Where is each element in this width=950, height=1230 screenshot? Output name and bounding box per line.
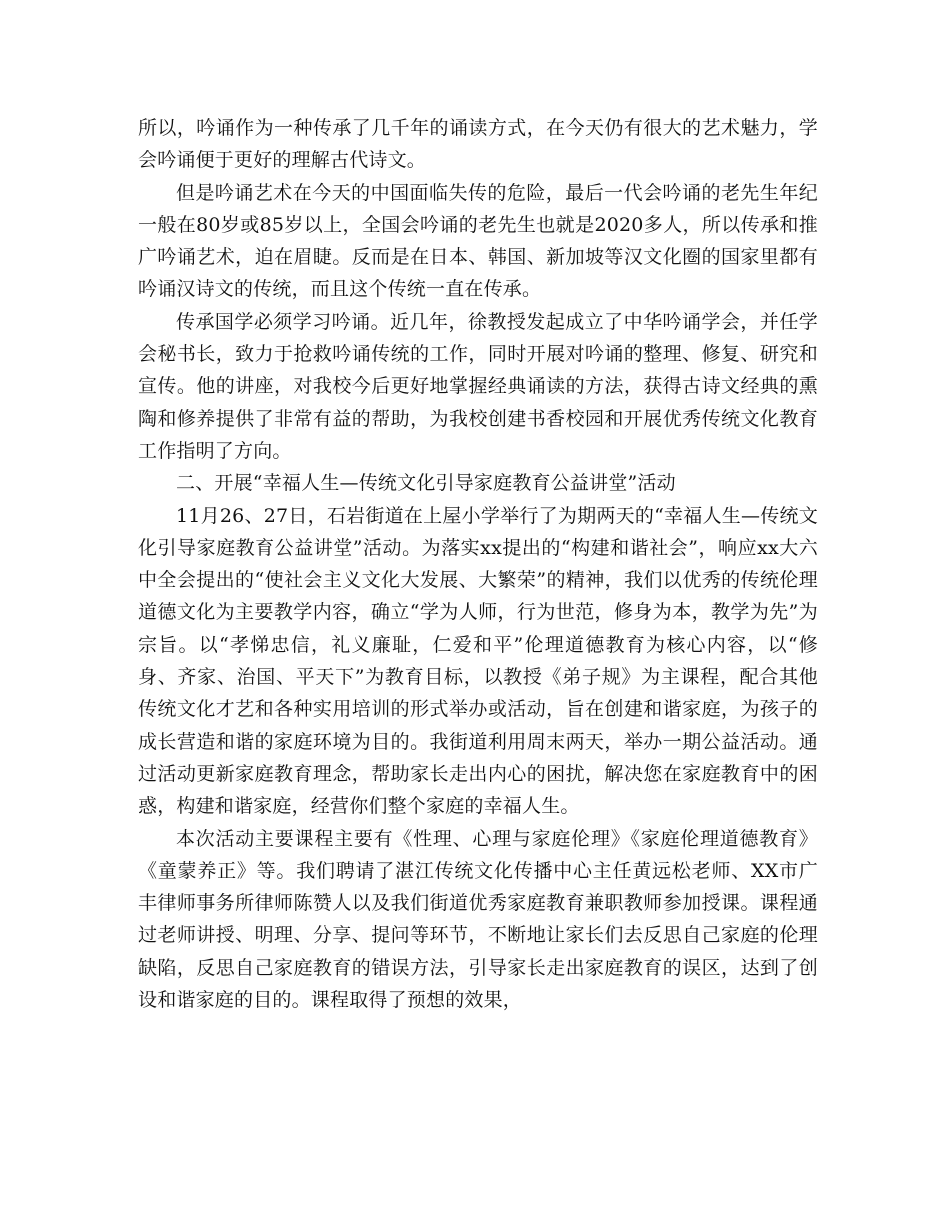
paragraph-1: 所以，吟诵作为一种传承了几千年的诵读方式，在今天仍有很大的艺术魅力，学会吟诵便于更好的理解古代诗文。: [138, 117, 818, 172]
paragraph-5: 本次活动主要课程主要有《性理、心理与家庭伦理》《家庭伦理道德教育》《童蒙养正》等。我们聘请了湛江传统文化传播中心主任黄远松老师、XX市广丰律师事务所律师陈赞人以及我们街道优秀家庭教育兼职教师参加授课。课程通过老师讲授、明理、分享、提问等环节，不断地让家长们去反思自己家庭的伦理缺陷，反思自己家庭教育的错误方法，引导家长走出家庭教育的误区，达到了创设和谐家庭的目的。课程取得了预想的效果，: [138, 827, 818, 1012]
section-heading: 二、开展“幸福人生—传统文化引导家庭教育公益讲堂”活动: [176, 472, 676, 495]
paragraph-4: 11月26、27日，石岩街道在上屋小学举行了为期两天的“幸福人生—传统文化引导家庭教育公益讲堂”活动。为落实xx提出的“构建和谐社会”，响应xx大六中全会提出的“使社会主义文化大发展、大繁荣”的精神，我们以优秀的传统伦理道德文化为主要教学内容，确立“学为人师，行为世范，修身为本，教学为先”为宗旨。以“孝悌忠信，礼义廉耻，仁爱和平”伦理道德教育为核心内容，以“修身、齐家、治国、平天下”为教育目标，以教授《弟子规》为主课程，配合其他传统文化才艺和各种实用培训的形式举办或活动，旨在创建和谐家庭，为孩子的成长营造和谐的家庭环境为目的。我街道利用周末两天，举办一期公益活动。通过活动更新家庭教育理念，帮助家长走出内心的困扰，解决您在家庭教育中的困惑，构建和谐家庭，经营你们整个家庭的幸福人生。: [138, 504, 818, 818]
document-page: [138, 112, 818, 1016]
paragraph-2: 但是吟诵艺术在今天的中国面临失传的危险，最后一代会吟诵的老先生年纪一般在80岁或85岁以上，全国会吟诵的老先生也就是2020多人，所以传承和推广吟诵艺术，迫在眉睫。反而是在日本、韩国、新加坡等汉文化圈的国家里都有吟诵汉诗文的传统，而且这个传统一直在传承。: [138, 181, 818, 301]
paragraph-3: 传承国学必须学习吟诵。近几年，徐教授发起成立了中华吟诵学会，并任学会秘书长，致力于抢救吟诵传统的工作，同时开展对吟诵的整理、修复、研究和宣传。他的讲座，对我校今后更好地掌握经典诵读的方法，获得古诗文经典的熏陶和修养提供了非常有益的帮助，为我校创建书香校园和开展优秀传统文化教育工作指明了方向。: [138, 310, 818, 462]
